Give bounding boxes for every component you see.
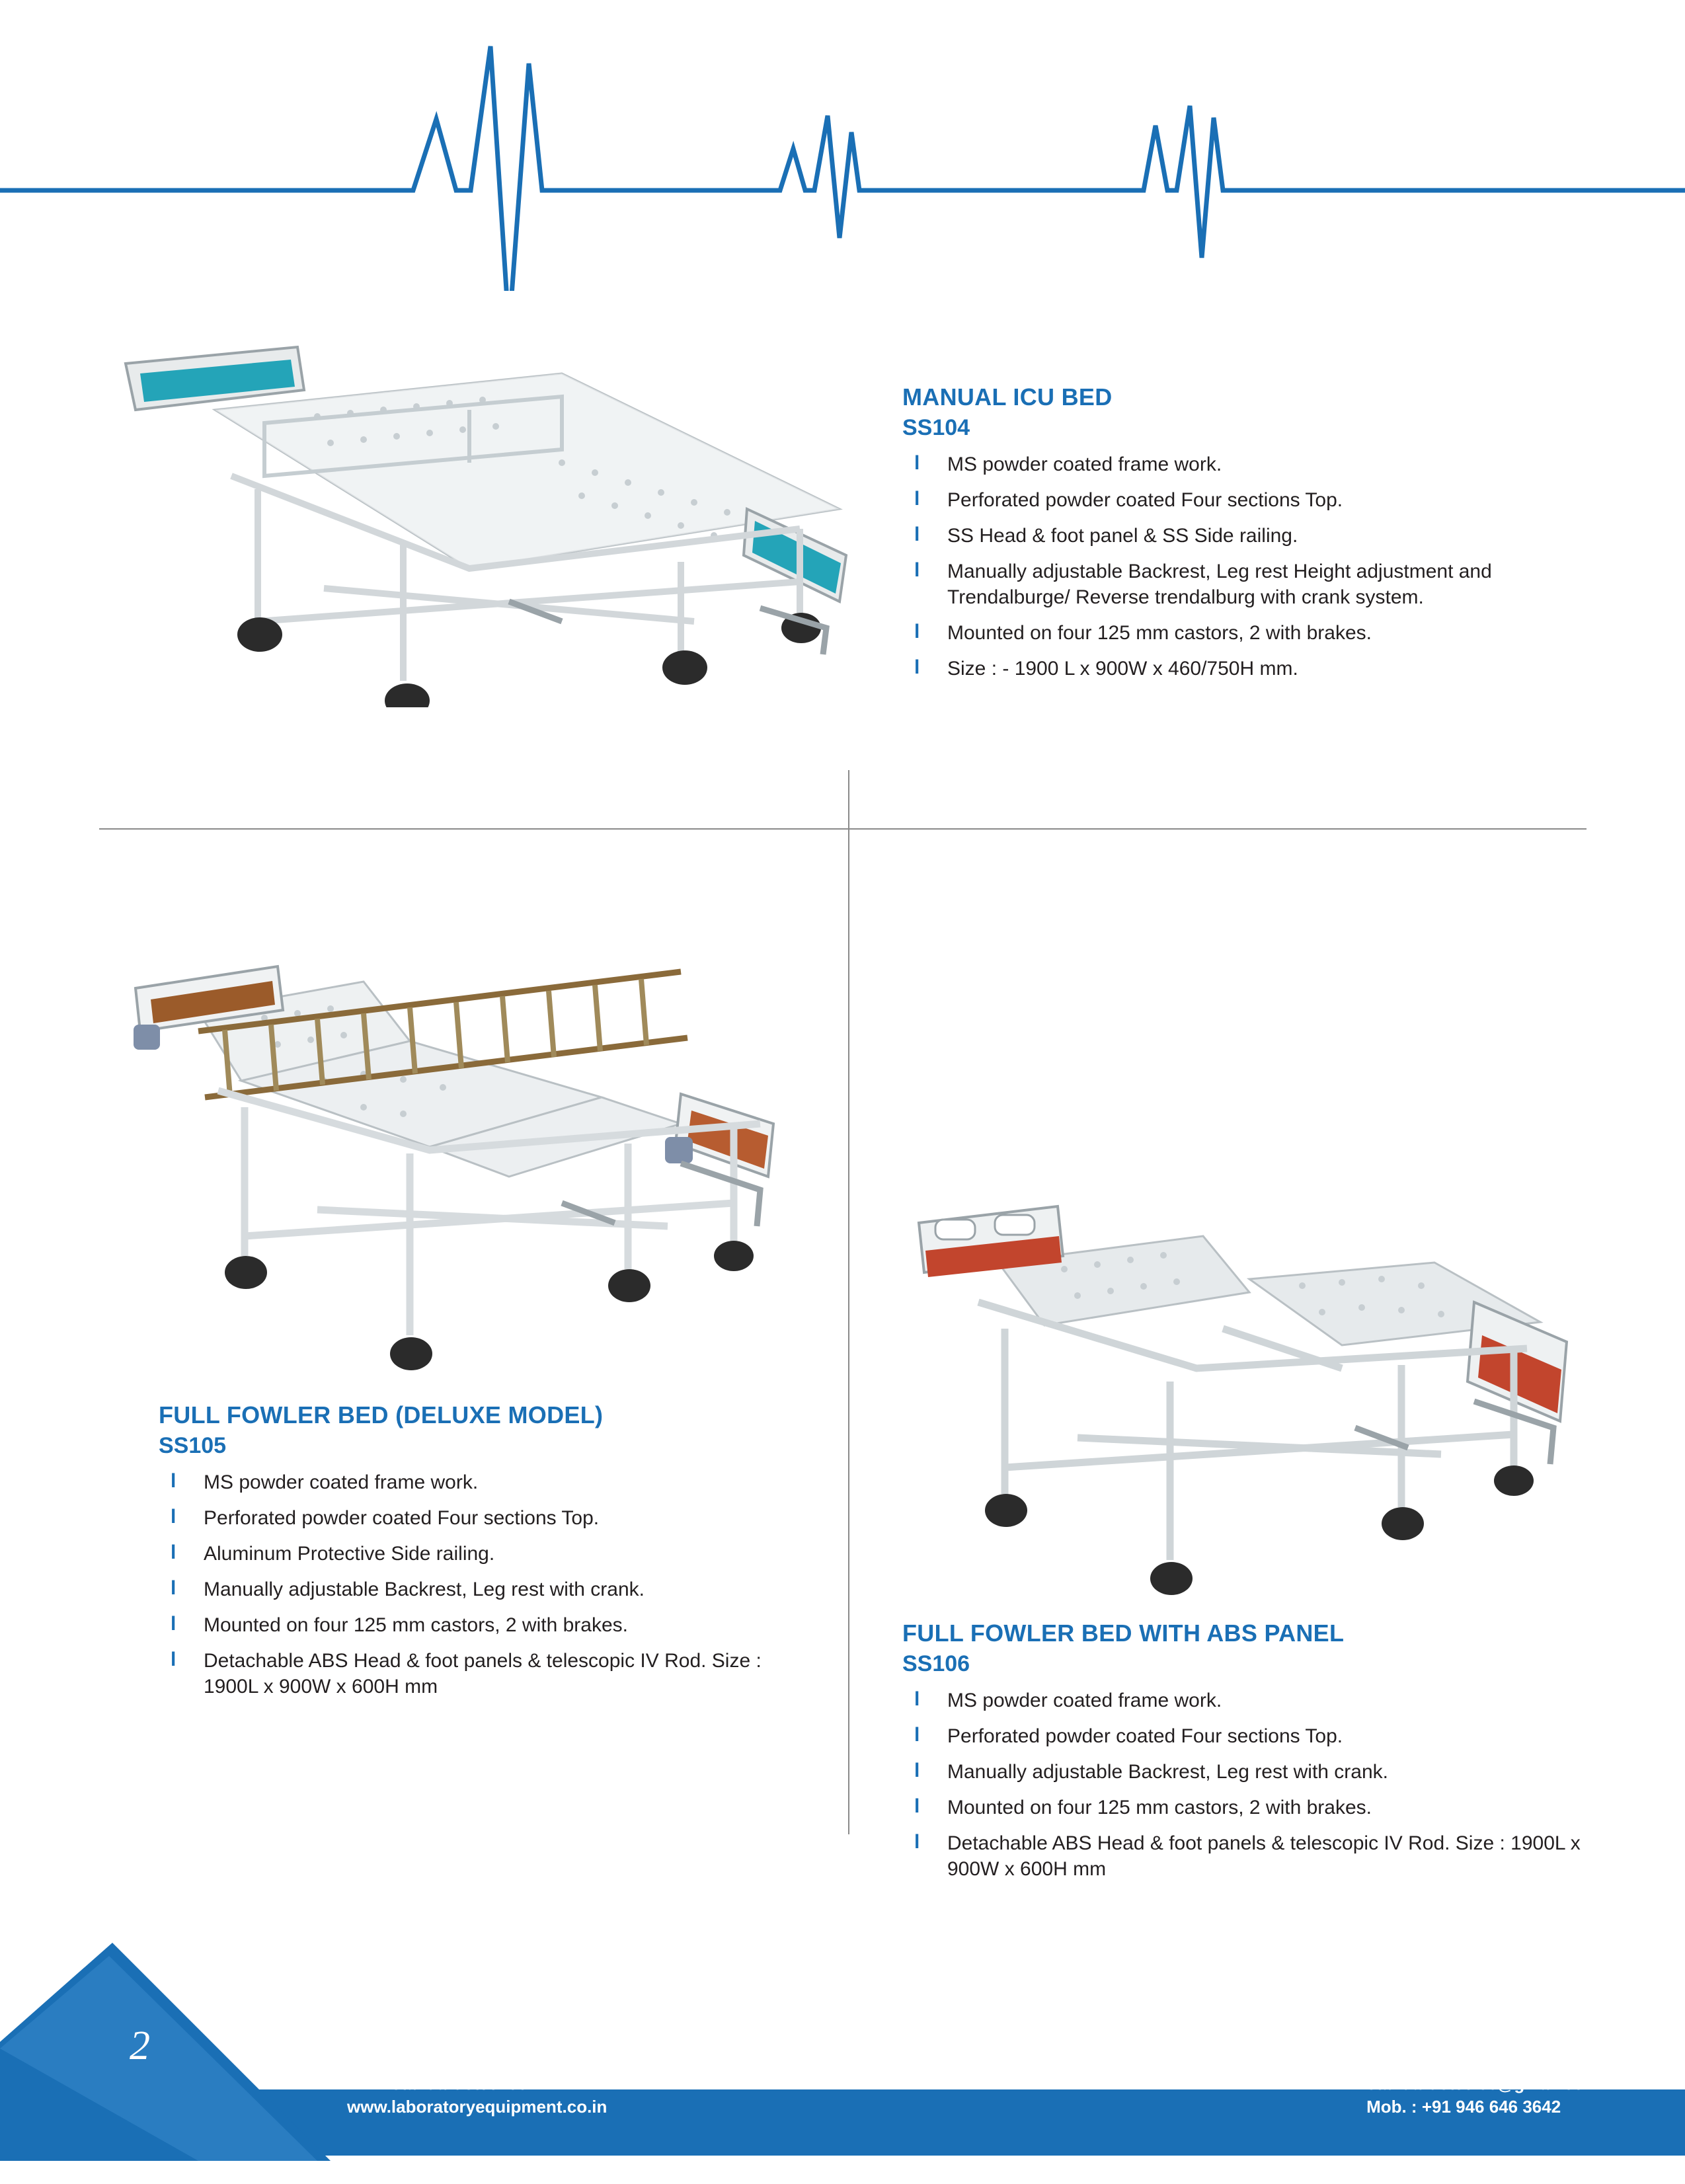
- spec-text: Manually adjustable Backrest, Leg rest with crank.: [204, 1579, 645, 1600]
- spec-text: Mounted on four 125 mm castors, 2 with brakes.: [947, 1797, 1372, 1818]
- spec-text: Perforated powder coated Four sections Top.: [947, 489, 1343, 511]
- footer-website-1[interactable]: www.standardsteel.co.in: [347, 2073, 548, 2093]
- list-item: [902, 1688, 1583, 1713]
- vertical-divider: [848, 770, 849, 1834]
- list-item: [159, 1469, 820, 1495]
- bullet-icon: l: [914, 1831, 920, 1853]
- product-code-ss105: SS105: [159, 1433, 227, 1458]
- spec-text: MS powder coated frame work.: [947, 1690, 1222, 1711]
- bullet-icon: l: [914, 452, 920, 474]
- list-item: [902, 620, 1577, 646]
- spec-text: Manually adjustable Backrest, Leg rest Height adjustment and Trendalburge/ Reverse trendalburg with crank system.: [947, 561, 1492, 608]
- list-item: [902, 451, 1577, 477]
- product-block-ss104: [902, 383, 1577, 691]
- ecg-header-graphic: [0, 0, 1685, 291]
- bullet-icon: l: [914, 656, 920, 678]
- footer-email[interactable]: standardsteel86@gmail.com: [1366, 2073, 1599, 2093]
- list-item: [902, 1830, 1583, 1882]
- product-title-ss104: MANUAL ICU BED: [902, 383, 1113, 410]
- list-item: [902, 487, 1577, 513]
- spec-list-ss106: [902, 1688, 1583, 1882]
- bullet-icon: l: [914, 1688, 920, 1710]
- footer-left-links: [347, 2072, 607, 2119]
- list-item: [902, 523, 1577, 549]
- product-image-ss106: [879, 1137, 1600, 1600]
- bullet-icon: l: [171, 1541, 176, 1563]
- list-item: [902, 1795, 1583, 1820]
- bullet-icon: l: [914, 488, 920, 510]
- product-block-ss106: [902, 1619, 1583, 1892]
- footer-right-contact: [1366, 2072, 1599, 2119]
- bullet-icon: l: [914, 1724, 920, 1746]
- spec-list-ss105: [159, 1469, 820, 1699]
- footer-corner-graphic: [0, 1943, 344, 2181]
- bullet-icon: l: [914, 1795, 920, 1817]
- product-image-ss105: [99, 925, 840, 1388]
- spec-text: Perforated powder coated Four sections Top.: [204, 1507, 600, 1529]
- product-image-ss104: [99, 311, 853, 707]
- spec-text: Detachable ABS Head & foot panels & telescopic IV Rod. Size : 1900L x 900W x 600H mm: [947, 1832, 1581, 1880]
- spec-text: Mounted on four 125 mm castors, 2 with brakes.: [947, 622, 1372, 644]
- list-item: [159, 1612, 820, 1638]
- bullet-icon: l: [171, 1577, 176, 1599]
- bullet-icon: l: [914, 1760, 920, 1781]
- product-block-ss105: [159, 1401, 820, 1709]
- bullet-icon: l: [171, 1613, 176, 1635]
- list-item: [902, 656, 1577, 682]
- horizontal-divider: [99, 828, 1587, 830]
- spec-text: Size : - 1900 L x 900W x 460/750H mm.: [947, 658, 1298, 680]
- bullet-icon: l: [171, 1506, 176, 1528]
- spec-text: SS Head & foot panel & SS Side railing.: [947, 525, 1298, 547]
- list-item: [159, 1648, 820, 1699]
- spec-text: Aluminum Protective Side railing.: [204, 1543, 495, 1565]
- product-code-ss104: SS104: [902, 415, 970, 440]
- footer-mobile: Mob. : +91 946 646 3642: [1366, 2096, 1561, 2117]
- list-item: [159, 1577, 820, 1602]
- spec-text: Manually adjustable Backrest, Leg rest with crank.: [947, 1761, 1388, 1783]
- bullet-icon: l: [914, 524, 920, 545]
- spec-text: Mounted on four 125 mm castors, 2 with brakes.: [204, 1614, 628, 1636]
- page-number: 2: [130, 2023, 150, 2068]
- bullet-icon: l: [171, 1470, 176, 1492]
- list-item: [902, 1723, 1583, 1749]
- spec-text: MS powder coated frame work.: [947, 453, 1222, 475]
- footer-website-2[interactable]: www.laboratoryequipment.co.in: [347, 2096, 607, 2117]
- spec-text: Detachable ABS Head & foot panels & telescopic IV Rod. Size : 1900L x 900W x 600H mm: [204, 1650, 762, 1697]
- list-item: [902, 559, 1577, 610]
- list-item: [159, 1505, 820, 1531]
- list-item: [159, 1541, 820, 1567]
- product-code-ss106: SS106: [902, 1651, 970, 1676]
- spec-text: MS powder coated frame work.: [204, 1471, 479, 1493]
- product-title-ss105: FULL FOWLER BED (DELUXE MODEL): [159, 1401, 604, 1428]
- product-title-ss106: FULL FOWLER BED WITH ABS PANEL: [902, 1619, 1345, 1647]
- bullet-icon: l: [914, 621, 920, 643]
- spec-list-ss104: [902, 451, 1577, 682]
- list-item: [902, 1759, 1583, 1785]
- bullet-icon: l: [914, 559, 920, 581]
- spec-text: Perforated powder coated Four sections Top.: [947, 1725, 1343, 1747]
- bullet-icon: l: [171, 1649, 176, 1670]
